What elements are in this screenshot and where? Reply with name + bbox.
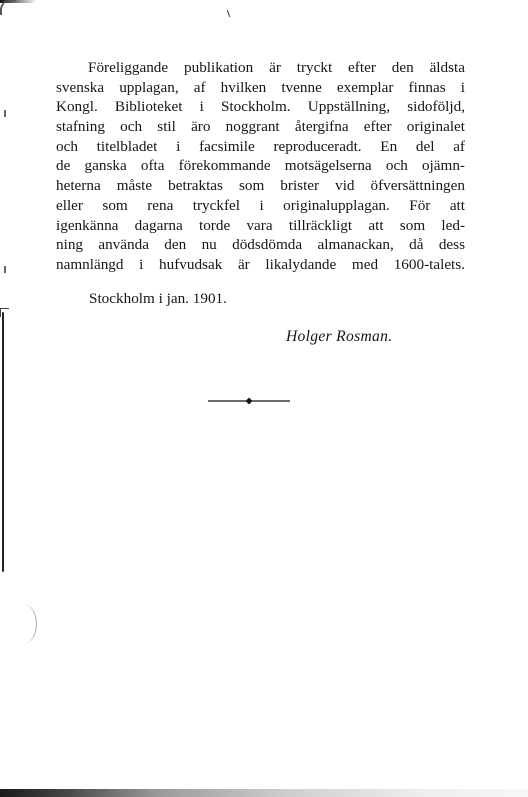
paragraph-line: igenkänna dagarna torde vara tillräckligt att som led- xyxy=(56,216,465,234)
scan-speck xyxy=(4,266,6,273)
diamond-rule-ornament-icon xyxy=(208,396,290,406)
dateline: Stockholm i jan. 1901. xyxy=(89,290,227,307)
paragraph-line: Föreliggande publikation är tryckt efter den äldsta xyxy=(88,59,465,76)
scan-bottom-edge xyxy=(0,789,528,797)
paragraph-line: ning använda den nu dödsdömda almanackan, då dess xyxy=(56,236,465,254)
scan-speck xyxy=(227,10,230,17)
binding-edge xyxy=(2,312,4,572)
paragraph-line: stafning och stil äro noggrant återgifna efter originalet xyxy=(56,118,465,136)
paragraph-line: de ganska ofta förekommande motsägelserna och ojämn- xyxy=(56,157,465,175)
scan-top-edge xyxy=(0,0,528,3)
paragraph-line: och titelbladet i facsimile reproduceradt. En del af xyxy=(56,137,465,155)
scan-curve-mark xyxy=(10,604,37,644)
scan-corner-mark xyxy=(0,0,16,15)
author-signature: Holger Rosman. xyxy=(286,328,393,345)
paragraph-line: svenska upplagan, af hvilken tvenne exemplar finnas i xyxy=(56,78,465,96)
preface-paragraph xyxy=(56,58,465,275)
scan-speck xyxy=(4,110,6,117)
paragraph-line: heterna måste betraktas som brister vid öfversättningen xyxy=(56,177,465,195)
paragraph-line: Kongl. Biblioteket i Stockholm. Uppställning, sidoföljd, xyxy=(56,98,465,116)
paragraph-line: namnlängd i hufvudsak är likalydande med 1600-talets. xyxy=(56,255,465,273)
paragraph-line: eller som rena tryckfel i originalupplagan. För att xyxy=(56,196,465,214)
